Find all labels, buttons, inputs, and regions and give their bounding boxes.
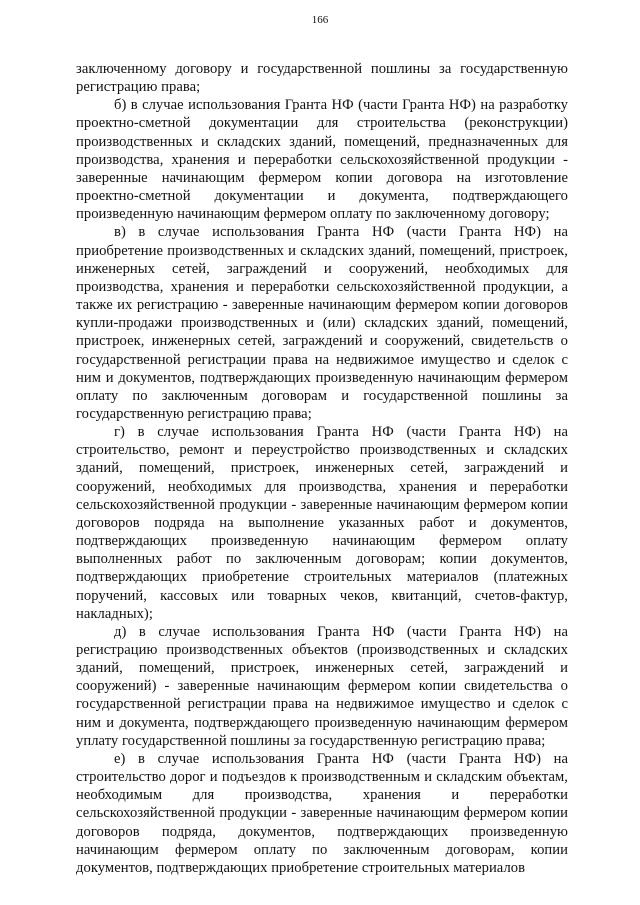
paragraph-continuation: заключенному договору и государственной пошлины за государственную регистрацию права; (76, 61, 568, 96)
document-body (76, 60, 568, 877)
page-number: 166 (311, 14, 329, 26)
paragraph-item-e: е) в случае использования Гранта НФ (части Гранта НФ) на строительство дорог и подъездов к производственным и складским объектам, необходимым для производства, хранения и переработки сельскохозяйственной продукции - заверенные начинающим фермером копии договоров подряда, документов, подтверждающих произведенную начинающим фермером оплату по заключенным договорам, копии документов, подтверждающих приобретение строительных материалов (76, 750, 568, 876)
paragraph-item-d: д) в случае использования Гранта НФ (части Гранта НФ) на регистрацию производственных объектов (производственных и складских зданий, помещений, пристроек, инженерных сетей, заграждений и сооружений) - заверенные начинающим фермером копии свидетельства о государственной регистрации права на недвижимое имущество и сделок с ним и документа, подтверждающего произведенную начинающим фермером уплату государственной пошлины за государственную регистрацию права; (76, 623, 568, 749)
paragraph-item-g: г) в случае использования Гранта НФ (части Гранта НФ) на строительство, ремонт и переустройство производственных и складских зданий, помещений, пристроек, инженерных сетей, заграждений и сооружений, необходимых для производства, хранения и переработки сельскохозяйственной продукции - заверенные начинающим фермером копии договоров подряда на выполнение указанных работ и документов, подтверждающих произведенную начинающим фермером оплату выполненных работ по заключенным договорам; копии документов, подтверждающих приобретение строительных материалов (платежных поручений, кассовых или товарных чеков, квитанций, счетов-фактур, накладных); (76, 424, 568, 622)
paragraph-item-b: б) в случае использования Гранта НФ (части Гранта НФ) на разработку проектно-сметной документации для строительства (реконструкции) производственных и складских зданий, помещений, предназначенных для производства, хранения и переработки сельскохозяйственной продукции - заверенные начинающим фермером копии договора на изготовление проектно-сметной документации и документа, подтверждающего произведенную начинающим фермером оплату по заключенному договору; (76, 97, 568, 223)
paragraph-item-v: в) в случае использования Гранта НФ (части Гранта НФ) на приобретение производственных и складских зданий, помещений, пристроек, инженерных сетей, заграждений и сооружений, необходимых для производства, хранения и переработки сельскохозяйственной продукции, а также их регистрацию - заверенные начинающим фермером копии договоров купли-продажи производственных и (или) складских зданий, помещений, пристроек, инженерных сетей, заграждений и сооружений, свидетельств о государственной регистрации права на недвижимое имущество и сделок с ним и документов, подтверждающих произведенную начинающим фермером оплату по заключенным договорам и государственной пошлины за государственную регистрацию права; (76, 224, 568, 422)
